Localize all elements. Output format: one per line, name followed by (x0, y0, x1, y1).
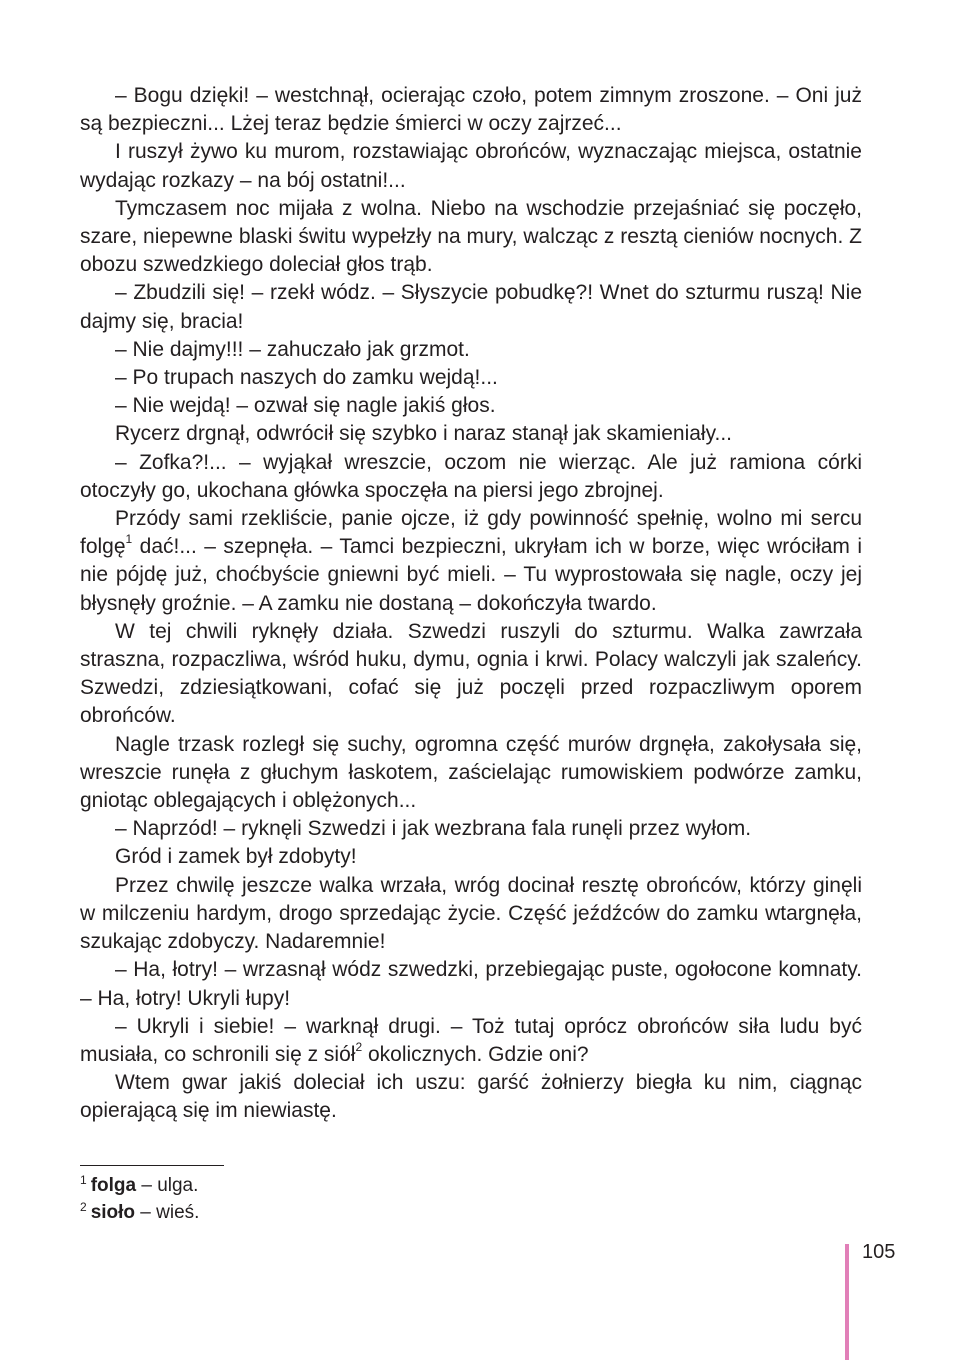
paragraph: – Nie wejdą! – ozwał się nagle jakiś głos. (115, 394, 496, 418)
paragraph: Gród i zamek był zdobyty! (115, 845, 357, 869)
footnotes (80, 1172, 580, 1226)
paragraph: – Zbudzili się! – rzekł wódz. – Słyszycie pobudkę?! Wnet do szturmu ruszą! Nie dajmy się, bracia! (80, 281, 862, 333)
footnote-1 (80, 1172, 580, 1199)
paragraph-text: – Ukryli i siebie! – warknął drugi. – Toż tutaj oprócz obrońców siła ludu być musiała, co schronili się z siół (80, 1014, 862, 1066)
paragraph: Nagle trzask rozległ się suchy, ogromna część murów drgnęła, zakołysała się, wreszcie runęła z głuchym łaskotem, zaścielając rumowiskiem podwórze zamku, gniotąc oblegających i oblężonych... (80, 732, 862, 813)
footnote-marker: 2 (80, 1199, 87, 1214)
paragraph-text: Przódy sami rzekliście, panie ojcze, iż gdy powinność spełnię, wolno mi sercu folgę (80, 507, 862, 559)
page-number: 105 (862, 1241, 896, 1263)
paragraph: I ruszył żywo ku murom, rozstawiając obrońców, wyznaczając miejsca, ostatnie wydając rozkazy – na bój ostatni!... (80, 140, 862, 192)
paragraph: Tymczasem noc mijała z wolna. Niebo na wschodzie przejaśniać się poczęło, szare, niepewne blaski świtu wypełzły na mury, walcząc z resztą cieniów nocnych. Z obozu szwedzkiego doleciał głos trąb. (80, 196, 862, 277)
page-accent-bar (845, 1244, 849, 1360)
footnote-definition: – wieś. (135, 1202, 200, 1223)
paragraph: Rycerz drgnął, odwrócił się szybko i naraz stanął jak skamieniały... (115, 422, 733, 446)
paragraph: – Nie dajmy!!! – zahuczało jak grzmot. (115, 337, 470, 361)
footnote-2 (80, 1199, 580, 1226)
paragraph: – Zofka?!... – wyjąkał wreszcie, oczom nie wierząc. Ale już ramiona córki otoczyły go, ukochana główka spoczęła na piersi jego zbrojnej. (80, 450, 862, 502)
footnote-reference-1[interactable]: 1 (125, 532, 133, 547)
paragraph-with-footnote-1 (80, 505, 862, 618)
footnote-term: sioło (90, 1202, 136, 1223)
paragraph: – Naprzód! – ryknęli Szwedzi i jak wezbrana fala runęli przez wyłom. (115, 817, 752, 841)
footnote-divider (80, 1165, 224, 1166)
paragraph: W tej chwili ryknęły działa. Szwedzi ruszyli do szturmu. Walka zawrzała straszna, rozpaczliwa, wśród huku, dymu, ognia i krwi. Polacy walczyli jak szaleńcy. Szwedzi, zdziesiątkowani, cofać się już poczęli przed rozpaczliwym oporem obrońców. (80, 619, 862, 728)
footnote-marker: 1 (80, 1172, 87, 1187)
paragraph-with-footnote-2 (80, 1013, 862, 1069)
main-text (80, 82, 862, 1126)
paragraph: Przez chwilę jeszcze walka wrzała, wróg docinał resztę obrońców, którzy ginęli w milczeniu hardym, drogo sprzedając życie. Część jeźdźców do zamku wtargnęła, szukając zdobyczy. Nadaremnie! (80, 873, 862, 954)
paragraph: – Po trupach naszych do zamku wejdą!... (115, 366, 498, 390)
paragraph: – Bogu dzięki! – westchnął, ocierając czoło, potem zimnym zroszone. – Oni już są bezpieczni... Lżej teraz będzie śmierci w oczy zajrzeć... (80, 84, 862, 136)
paragraph-text: okolicznych. Gdzie oni? (362, 1042, 589, 1066)
footnote-definition: – ulga. (136, 1175, 199, 1196)
paragraph: Wtem gwar jakiś doleciał ich uszu: garść żołnierzy biegła ku nim, ciągnąc opierającą się im niewiastę. (80, 1071, 862, 1123)
footnote-term: folga (90, 1175, 137, 1196)
paragraph-text: dać!... – szepnęła. – Tamci bezpieczni, ukryłam ich w borze, więc wróciłam i nie pójdę już, choćbyście gniewni być mieli. – Tu wyprostowała się nagle, oczy jej błysnęły groźnie. – A zamku nie dostaną – dokończyła twardo. (80, 535, 862, 615)
footnote-reference-2[interactable]: 2 (355, 1039, 363, 1054)
paragraph: – Ha, łotry! – wrzasnął wódz szwedzki, przebiegając puste, ogołocone komnaty. – Ha, łotry! Ukryli łupy! (80, 958, 862, 1010)
